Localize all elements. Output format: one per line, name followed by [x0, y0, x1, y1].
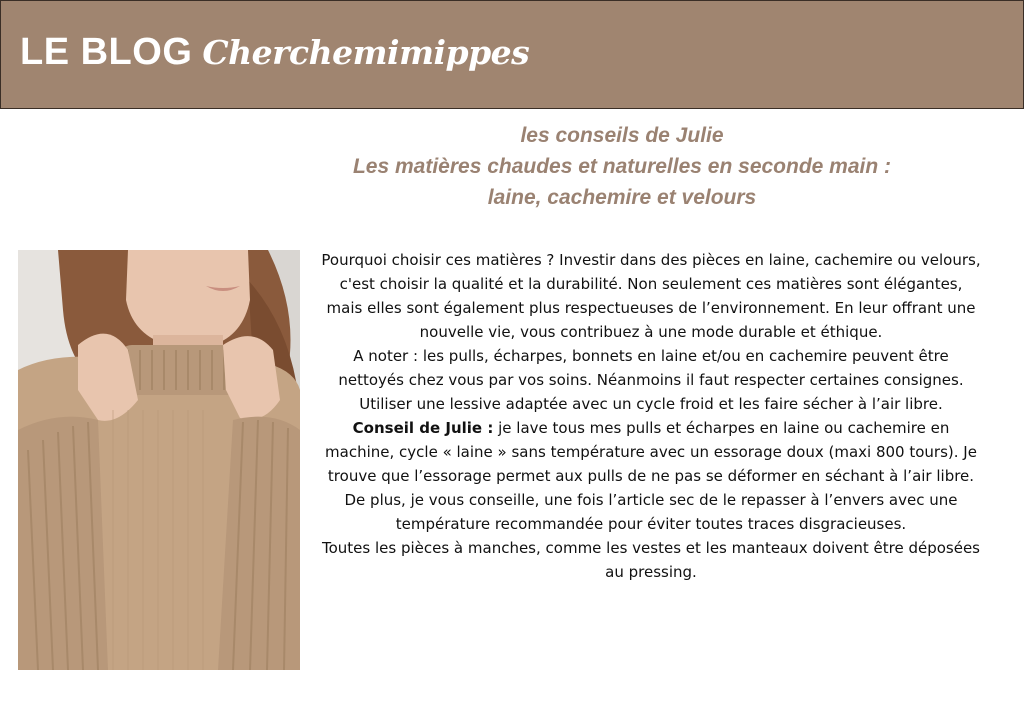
blog-title-prefix: LE BLOG: [20, 31, 193, 73]
paragraph-dry-cleaning: Toutes les pièces à manches, comme les vestes et les manteaux doivent être déposées au pressing.: [321, 539, 980, 581]
blog-header-banner: [0, 0, 1024, 109]
blog-title: [20, 31, 529, 74]
paragraph-note: A noter : les pulls, écharpes, bonnets en laine et/ou en cachemire peuvent être nettoyés chez vous par vos soins. Néanmoins il faut respecter certaines consignes. Utiliser une lessive adaptée avec un cycle froid et les faire sécher à l’air libre.: [338, 347, 964, 413]
julie-advice-text: je lave tous mes pulls et écharpes en laine ou cachemire en machine, cycle « laine » sans température avec un essorage doux (maxi 800 tours). Je trouve que l’essorage permet aux pulls de ne pas se déformer en séchant à l’air libre.: [325, 419, 977, 485]
heading-line-title: Les matières chaudes et naturelles en seconde main :: [352, 155, 892, 178]
paragraph-why-materials: Pourquoi choisir ces matières ? Investir dans des pièces en laine, cachemire ou velours, c'est choisir la qualité et la durabilité. Non seulement ces matières sont élégantes, mais elles sont également plus respectueuses de l’environnement. En leur offrant une nouvelle vie, vous contribuez à une mode durable et éthique.: [321, 251, 981, 341]
heading-line-subtitle: laine, cachemire et velours: [487, 186, 757, 209]
article-photo: [18, 250, 300, 670]
heading-line-author: les conseils de Julie: [520, 124, 724, 147]
photo-face: [126, 250, 250, 345]
article-body: [320, 248, 982, 584]
photo-illustration: [18, 250, 300, 670]
article-heading: [322, 120, 922, 213]
julie-advice-label: Conseil de Julie :: [352, 419, 494, 437]
paragraph-julie-advice: [320, 416, 982, 488]
blog-brand-logo: Cherchemimippes: [202, 33, 530, 72]
paragraph-ironing: De plus, je vous conseille, une fois l’article sec de le repasser à l’envers avec une température recommandée pour éviter toutes traces disgracieuses.: [344, 491, 958, 533]
